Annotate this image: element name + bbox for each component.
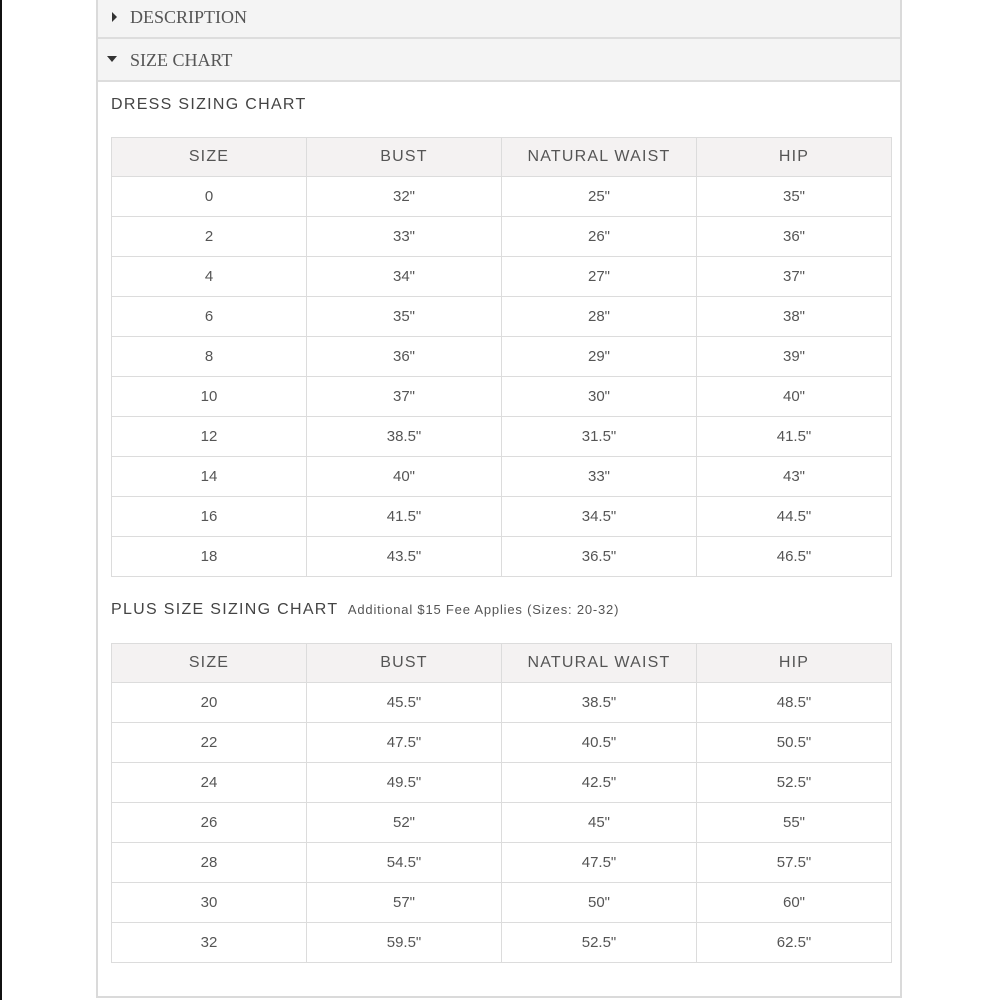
cell-natural-waist: 29" — [502, 337, 697, 377]
column-header-hip: HIP — [697, 644, 892, 683]
description-label: DESCRIPTION — [130, 7, 248, 27]
table-row — [112, 923, 892, 963]
table-row — [112, 803, 892, 843]
cell-natural-waist: 26" — [502, 217, 697, 257]
cell-natural-waist: 33" — [502, 457, 697, 497]
column-header-size: SIZE — [112, 138, 307, 177]
cell-size: 18 — [112, 537, 307, 577]
plus-size-chart-title-text: PLUS SIZE SIZING CHART — [111, 601, 339, 618]
plus-size-chart-title — [111, 601, 619, 619]
cell-size: 0 — [112, 177, 307, 217]
column-header-natural-waist: NATURAL WAIST — [502, 138, 697, 177]
cell-size: 12 — [112, 417, 307, 457]
cell-hip: 35" — [697, 177, 892, 217]
cell-hip: 50.5" — [697, 723, 892, 763]
cell-hip: 38" — [697, 297, 892, 337]
cell-natural-waist: 47.5" — [502, 843, 697, 883]
cell-bust: 47.5" — [307, 723, 502, 763]
cell-size: 24 — [112, 763, 307, 803]
table-row — [112, 217, 892, 257]
description-accordion-header[interactable] — [98, 0, 900, 39]
cell-bust: 37" — [307, 377, 502, 417]
cell-bust: 40" — [307, 457, 502, 497]
dress-chart-title: DRESS SIZING CHART — [111, 96, 307, 113]
cell-natural-waist: 42.5" — [502, 763, 697, 803]
plus-size-fee-note: Additional $15 Fee Applies (Sizes: 20-32) — [347, 602, 620, 617]
column-header-natural-waist: NATURAL WAIST — [502, 644, 697, 683]
cell-natural-waist: 52.5" — [502, 923, 697, 963]
table-row — [112, 417, 892, 457]
cell-hip: 44.5" — [697, 497, 892, 537]
cell-bust: 59.5" — [307, 923, 502, 963]
product-info-panel — [96, 0, 902, 998]
table-header-row — [112, 644, 892, 683]
cell-hip: 57.5" — [697, 843, 892, 883]
cell-bust: 49.5" — [307, 763, 502, 803]
cell-natural-waist: 50" — [502, 883, 697, 923]
caret-down-icon — [107, 56, 117, 62]
table-row — [112, 843, 892, 883]
cell-natural-waist: 40.5" — [502, 723, 697, 763]
column-header-size: SIZE — [112, 644, 307, 683]
cell-bust: 52" — [307, 803, 502, 843]
table-row — [112, 297, 892, 337]
table-row — [112, 763, 892, 803]
cell-natural-waist: 28" — [502, 297, 697, 337]
cell-bust: 33" — [307, 217, 502, 257]
cell-bust: 35" — [307, 297, 502, 337]
cell-hip: 52.5" — [697, 763, 892, 803]
cell-size: 6 — [112, 297, 307, 337]
table-row — [112, 683, 892, 723]
table-row — [112, 537, 892, 577]
cell-size: 4 — [112, 257, 307, 297]
cell-natural-waist: 45" — [502, 803, 697, 843]
cell-bust: 34" — [307, 257, 502, 297]
cell-size: 2 — [112, 217, 307, 257]
cell-bust: 41.5" — [307, 497, 502, 537]
cell-size: 32 — [112, 923, 307, 963]
cell-natural-waist: 38.5" — [502, 683, 697, 723]
cell-size: 26 — [112, 803, 307, 843]
cell-bust: 38.5" — [307, 417, 502, 457]
cell-size: 8 — [112, 337, 307, 377]
column-header-hip: HIP — [697, 138, 892, 177]
size-chart-accordion-header[interactable] — [98, 39, 900, 82]
cell-bust: 45.5" — [307, 683, 502, 723]
cell-hip: 40" — [697, 377, 892, 417]
table-row — [112, 457, 892, 497]
cell-hip: 37" — [697, 257, 892, 297]
table-row — [112, 883, 892, 923]
cell-bust: 43.5" — [307, 537, 502, 577]
cell-natural-waist: 25" — [502, 177, 697, 217]
table-row — [112, 337, 892, 377]
table-row — [112, 377, 892, 417]
cell-bust: 32" — [307, 177, 502, 217]
cell-hip: 41.5" — [697, 417, 892, 457]
caret-right-icon — [112, 12, 117, 22]
cell-hip: 48.5" — [697, 683, 892, 723]
cell-natural-waist: 31.5" — [502, 417, 697, 457]
cell-size: 28 — [112, 843, 307, 883]
cell-hip: 62.5" — [697, 923, 892, 963]
cell-size: 20 — [112, 683, 307, 723]
column-header-bust: BUST — [307, 644, 502, 683]
cell-size: 22 — [112, 723, 307, 763]
plus-size-sizing-table — [111, 643, 892, 963]
cell-bust: 36" — [307, 337, 502, 377]
window-left-edge — [0, 0, 2, 1000]
table-row — [112, 497, 892, 537]
size-chart-label: SIZE CHART — [130, 50, 233, 70]
table-row — [112, 723, 892, 763]
cell-size: 14 — [112, 457, 307, 497]
cell-hip: 36" — [697, 217, 892, 257]
cell-hip: 46.5" — [697, 537, 892, 577]
dress-sizing-table — [111, 137, 892, 577]
table-header-row — [112, 138, 892, 177]
cell-size: 10 — [112, 377, 307, 417]
cell-hip: 39" — [697, 337, 892, 377]
cell-hip: 55" — [697, 803, 892, 843]
column-header-bust: BUST — [307, 138, 502, 177]
cell-bust: 54.5" — [307, 843, 502, 883]
cell-natural-waist: 30" — [502, 377, 697, 417]
cell-natural-waist: 34.5" — [502, 497, 697, 537]
cell-natural-waist: 27" — [502, 257, 697, 297]
cell-size: 30 — [112, 883, 307, 923]
table-row — [112, 177, 892, 217]
cell-hip: 43" — [697, 457, 892, 497]
cell-hip: 60" — [697, 883, 892, 923]
cell-natural-waist: 36.5" — [502, 537, 697, 577]
cell-size: 16 — [112, 497, 307, 537]
table-row — [112, 257, 892, 297]
cell-bust: 57" — [307, 883, 502, 923]
